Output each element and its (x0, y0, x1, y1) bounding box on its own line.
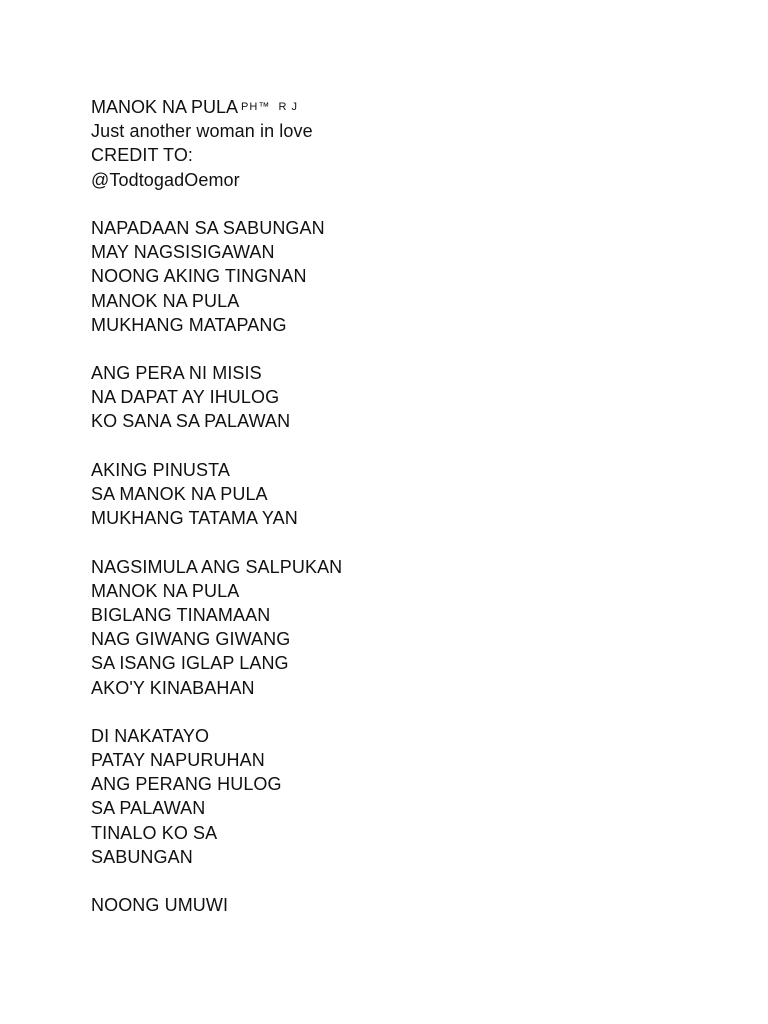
stanza-gap (91, 434, 731, 458)
lyric-line: ANG PERA NI MISIS (91, 363, 262, 384)
stanza-3 (91, 458, 731, 531)
stanza-gap (91, 700, 731, 724)
lyric-line: KO SANA SA PALAWAN (91, 411, 291, 432)
lyric-line: SA MANOK NA PULA (91, 484, 268, 504)
lyric-line: MANOK NA PULA (91, 580, 240, 601)
song-title-line (91, 95, 731, 119)
stanza-4 (91, 555, 731, 700)
stanza-6 (91, 893, 731, 917)
lyric-line: MANOK NA PULA (91, 290, 240, 311)
stanza-2 (91, 361, 731, 434)
subtitle: Just another woman in love (91, 121, 313, 142)
stanza-5 (91, 724, 731, 869)
lyric-line: PATAY NAPURUHAN (91, 750, 265, 771)
lyric-line: DI NAKATAYO (91, 725, 210, 746)
lyric-line: MUKHANG MATAPANG (91, 314, 287, 335)
credit-handle: @TodtogadOemor (91, 169, 240, 190)
lyric-line: NAPADAAN SA SABUNGAN (91, 217, 325, 238)
lyric-line: ANG PERANG HULOG (91, 774, 282, 795)
lyric-line: AKO'Y KINABAHAN (91, 677, 255, 698)
lyric-line: SABUNGAN (91, 846, 193, 867)
lyric-line: NOONG UMUWI (91, 895, 229, 916)
song-title: MANOK NA PULA (91, 97, 239, 117)
lyric-line: MAY NAGSISIGAWAN (91, 242, 275, 263)
stanza-gap (91, 530, 731, 554)
credit-label: CREDIT TO: (91, 145, 194, 166)
lyric-line: NOONG AKING TINGNAN (91, 266, 307, 287)
lyric-line: SA PALAWAN (91, 798, 206, 819)
lyric-line: BIGLANG TINAMAAN (91, 604, 271, 625)
document-page (91, 95, 731, 917)
stanza-gap (91, 337, 731, 361)
lyric-line: SA ISANG IGLAP LANG (91, 653, 289, 674)
stanza-gap (91, 869, 731, 893)
lyric-line: AKING PINUSTA (91, 459, 230, 480)
lyric-line: NAG GIWANG GIWANG (91, 629, 291, 650)
title-suffix: PH™ R J (241, 101, 298, 113)
stanza-1 (91, 216, 731, 337)
stanza-gap (91, 192, 731, 216)
lyric-line: TINALO KO SA (91, 822, 218, 843)
lyric-line: MUKHANG TATAMA YAN (91, 508, 298, 529)
lyric-line: NA DAPAT AY IHULOG (91, 387, 280, 408)
lyric-line: NAGSIMULA ANG SALPUKAN (91, 556, 343, 577)
